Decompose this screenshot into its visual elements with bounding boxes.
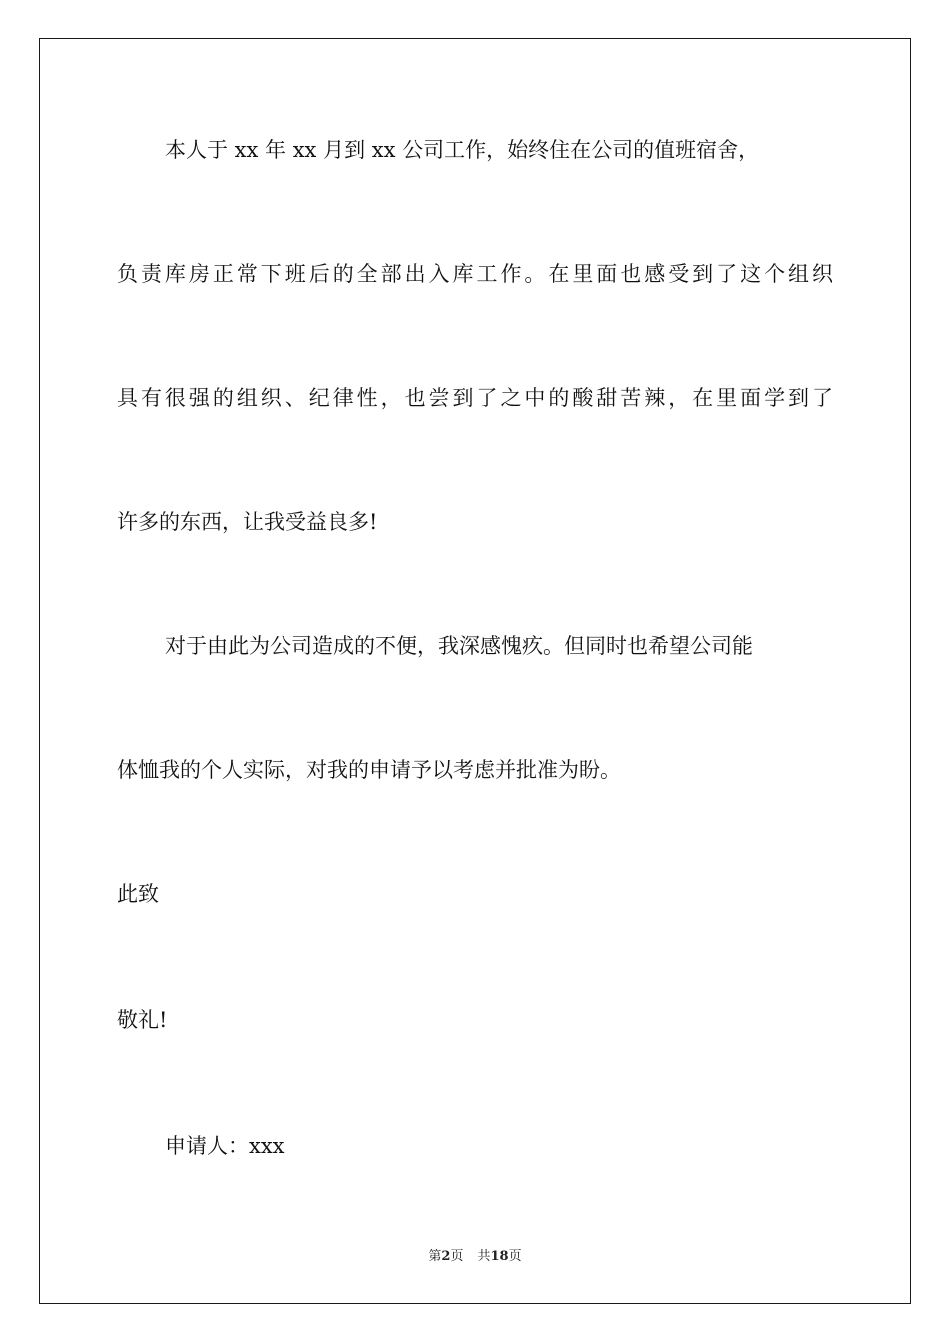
total-suffix: 页 (508, 1249, 522, 1264)
paragraph-2-line-1: 对于由此为公司造成的不便，我深感愧疚。但同时也希望公司能 (165, 634, 753, 658)
applicant-signature: 申请人：xxx (165, 1134, 285, 1158)
page-border (39, 38, 911, 1304)
page-number: 2 (441, 1249, 451, 1264)
page-suffix: 页 (450, 1249, 464, 1264)
paragraph-2-line-2: 体恤我的个人实际，对我的申请予以考虑并批准为盼。 (117, 758, 621, 782)
closing-salutation: 此致 (117, 882, 159, 906)
paragraph-1-line-2: 负责库房正常下班后的全部出入库工作。在里面也感受到了这个组织 (117, 262, 833, 286)
total-prefix: 共 (477, 1249, 491, 1264)
total-pages: 18 (490, 1249, 509, 1264)
closing-regards: 敬礼! (117, 1008, 168, 1032)
paragraph-1-line-4: 许多的东西，让我受益良多! (117, 510, 378, 534)
paragraph-1-line-1: 本人于 xx 年 xx 月到 xx 公司工作，始终住在公司的值班宿舍， (165, 138, 760, 162)
paragraph-1-line-3: 具有很强的组织、纪律性，也尝到了之中的酸甜苦辣，在里面学到了 (117, 386, 833, 410)
page-footer (0, 1250, 950, 1263)
page-prefix: 第 (428, 1249, 442, 1264)
